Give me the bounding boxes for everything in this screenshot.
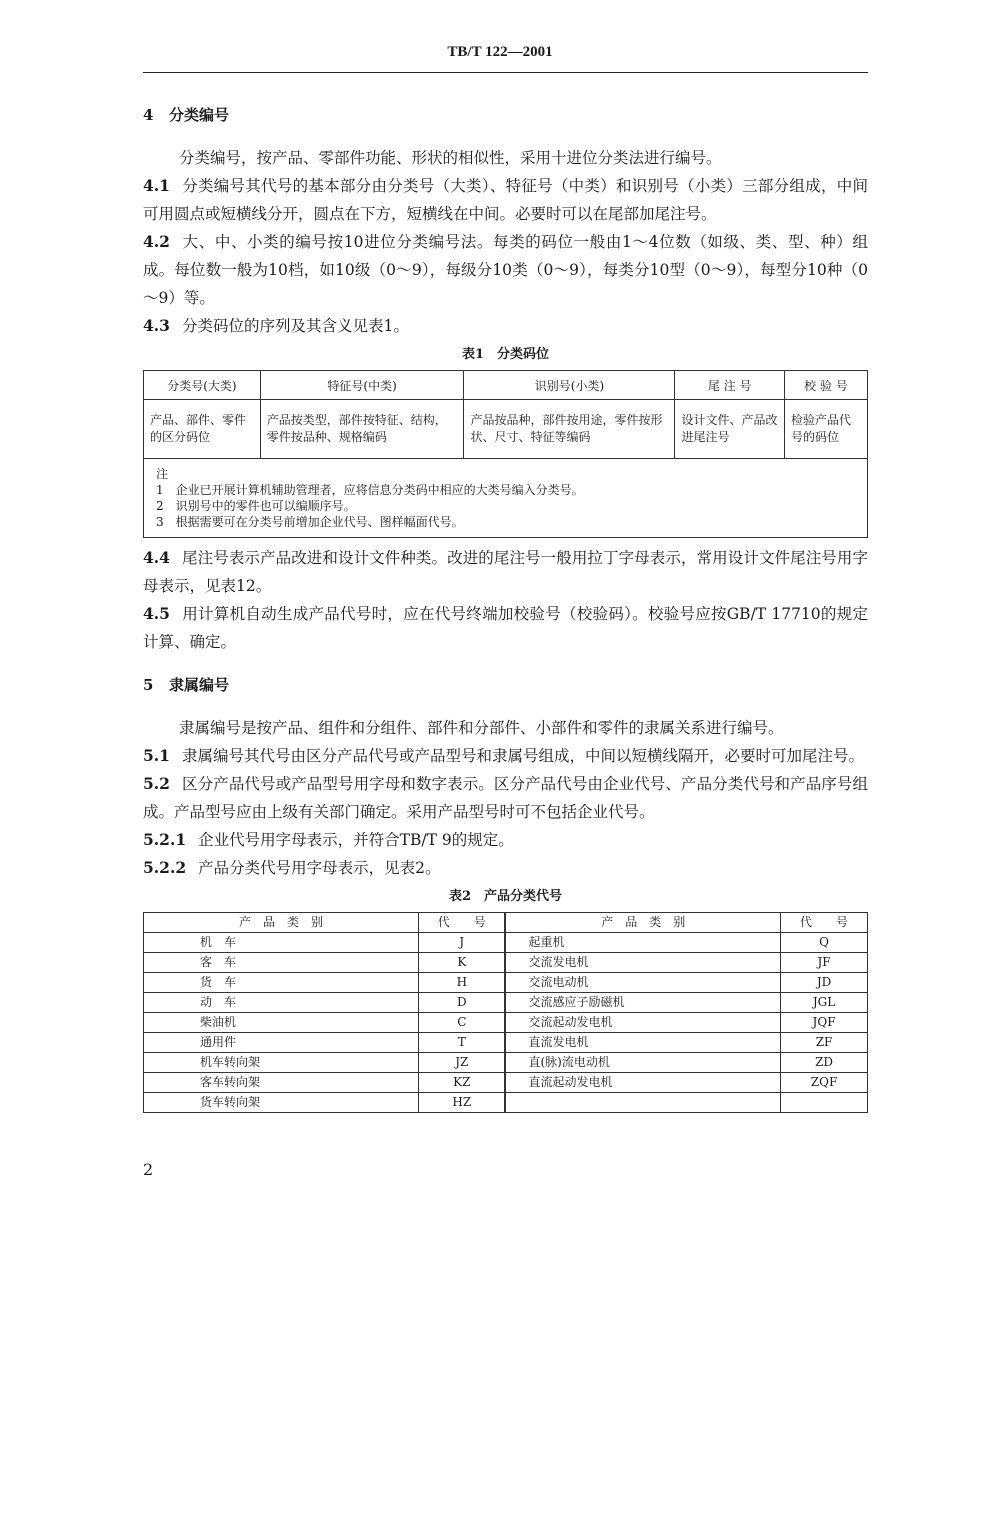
clause-number: 4.2 (143, 232, 170, 251)
table-header-cell: 代 号 (419, 913, 506, 933)
notes-title: 注 (156, 467, 169, 481)
table-cell: 交流电动机 (505, 973, 780, 993)
section-5-intro: 隶属编号是按产品、组件和分组件、部件和分部件、小部件和零件的隶属关系进行编号。 (179, 719, 784, 737)
clause-text: 企业代号用字母表示，并符合TB/T 9的规定。 (198, 831, 514, 849)
section-title: 分类编号 (169, 106, 230, 124)
table-cell: 柴油机 (144, 1013, 419, 1033)
clause-number: 4.1 (143, 176, 170, 195)
table-row (144, 1053, 868, 1073)
clause-text: 尾注号表示产品改进和设计文件种类。改进的尾注号一般用拉丁字母表示，常用设计文件尾注号用字母表示，见表12。 (143, 549, 868, 595)
table-cell: 交流发电机 (505, 953, 780, 973)
clause-number: 5.2 (143, 774, 170, 793)
clause-number: 5.2.2 (143, 858, 187, 877)
section-4-intro: 分类编号，按产品、零部件功能、形状的相似性，采用十进位分类法进行编号。 (179, 149, 722, 167)
clause-4-5 (143, 600, 868, 656)
clause-5-2-1 (143, 826, 868, 854)
standard-number: TB/T 122—2001 (447, 44, 553, 60)
table-2-caption: 表2 产品分类代号 (448, 889, 563, 904)
table-cell: 设计文件、产品改进尾注号 (675, 400, 785, 459)
table-header-cell: 识别号(小类) (464, 371, 675, 400)
table-header-cell: 特征号(中类) (260, 371, 464, 400)
table-row (144, 993, 868, 1013)
clause-4-1 (143, 172, 868, 228)
clause-number: 4.5 (143, 604, 170, 623)
table-cell: J (419, 933, 506, 953)
note-item: 3 根据需要可在分类号前增加企业代号、图样幅面代号。 (156, 515, 464, 529)
table-row (144, 973, 868, 993)
table-notes (144, 459, 868, 538)
table-cell: 动 车 (144, 993, 419, 1013)
table-2 (143, 912, 868, 1113)
table-1 (143, 370, 868, 538)
clause-4-4 (143, 544, 868, 600)
clause-text: 分类码位的序列及其含义见表1。 (181, 317, 409, 335)
table-row (144, 1073, 868, 1093)
table-cell: 直流起动发电机 (505, 1073, 780, 1093)
clause-5-1 (143, 742, 868, 770)
clause-number: 5.1 (143, 746, 170, 765)
table-cell: T (419, 1033, 506, 1053)
table-header-cell: 分类号(大类) (144, 371, 261, 400)
table-cell: C (419, 1013, 506, 1033)
table-header-cell: 尾 注 号 (675, 371, 785, 400)
table-cell (505, 1093, 780, 1113)
table-cell: K (419, 953, 506, 973)
table-cell: JD (781, 973, 868, 993)
table-row (144, 1033, 868, 1053)
section-title: 隶属编号 (169, 676, 230, 694)
table-header-row (144, 371, 868, 400)
table-cell: 检验产品代号的码位 (784, 400, 867, 459)
table-header-row (144, 913, 868, 933)
clause-5-2-2 (143, 854, 868, 882)
section-5-heading (143, 672, 868, 698)
clause-text: 产品分类代号用字母表示，见表2。 (198, 859, 441, 877)
table-header-cell: 产 品 类 别 (144, 913, 419, 933)
clause-text: 隶属编号其代号由区分产品代号或产品型号和隶属号组成，中间以短横线隔开，必要时可加尾注号。 (181, 747, 864, 765)
clause-text: 大、中、小类的编号按10进位分类编号法。每类的码位一般由1～4位数（如级、类、型、种）组成。每位数一般为10档，如10级（0～9），每级分10类（0～9），每类分10型（0～9），每型分10种（0～9）等。 (143, 233, 868, 307)
clause-text: 用计算机自动生成产品代号时，应在代号终端加校验号（校验码）。校验号应按GB/T 17710的规定计算、确定。 (143, 605, 868, 651)
section-number: 5 (143, 676, 154, 694)
table-cell: 通用件 (144, 1033, 419, 1053)
table-cell: 机车转向架 (144, 1053, 419, 1073)
table-row (144, 1013, 868, 1033)
table-cell: H (419, 973, 506, 993)
table-header-cell: 产 品 类 别 (505, 913, 780, 933)
table-row (144, 933, 868, 953)
table-cell: 客 车 (144, 953, 419, 973)
table-cell: 交流起动发电机 (505, 1013, 780, 1033)
clause-4-2 (143, 228, 868, 312)
note-item: 2 识别号中的零件也可以编顺序号。 (156, 499, 356, 513)
section-4-heading (143, 102, 868, 128)
page-number: 2 (143, 1160, 154, 1179)
table-1-caption: 表1 分类码位 (461, 347, 550, 362)
table-cell: 货车转向架 (144, 1093, 419, 1113)
table-cell: ZD (781, 1053, 868, 1073)
table-cell: Q (781, 933, 868, 953)
table-cell: 起重机 (505, 933, 780, 953)
table-row (144, 400, 868, 459)
table-cell: ZQF (781, 1073, 868, 1093)
table-header-cell: 校 验 号 (784, 371, 867, 400)
table-cell: KZ (419, 1073, 506, 1093)
note-item: 1 企业已开展计算机辅助管理者，应将信息分类码中相应的大类号编入分类号。 (156, 483, 584, 497)
table-row (144, 1093, 868, 1113)
table-cell: JGL (781, 993, 868, 1013)
table-cell: D (419, 993, 506, 1013)
table-cell: ZF (781, 1033, 868, 1053)
table-cell: 直流发电机 (505, 1033, 780, 1053)
clause-text: 区分产品代号或产品型号用字母和数字表示。区分产品代号由企业代号、产品分类代号和产品序号组成。产品型号应由上级有关部门确定。采用产品型号时可不包括企业代号。 (143, 775, 868, 821)
table-cell: 产品按类型，部件按特征、结构，零件按品种、规格编码 (260, 400, 464, 459)
table-cell: 货 车 (144, 973, 419, 993)
header-rule (143, 72, 868, 73)
clause-4-3 (143, 312, 868, 340)
section-number: 4 (143, 106, 154, 124)
table-cell: 交流感应子励磁机 (505, 993, 780, 1013)
table-cell: 产品、部件、零件的区分码位 (144, 400, 261, 459)
table-cell: HZ (419, 1093, 506, 1113)
table-cell: 客车转向架 (144, 1073, 419, 1093)
page-content (143, 102, 868, 1113)
table-2-body (144, 933, 868, 1113)
clause-text: 分类编号其代号的基本部分由分类号（大类）、特征号（中类）和识别号（小类）三部分组成，中间可用圆点或短横线分开，圆点在下方，短横线在中间。必要时可以在尾部加尾注号。 (143, 177, 868, 223)
table-notes-row (144, 459, 868, 538)
clause-number: 4.4 (143, 548, 170, 567)
clause-5-2 (143, 770, 868, 826)
table-cell (781, 1093, 868, 1113)
table-cell: 直(脉)流电动机 (505, 1053, 780, 1073)
clause-number: 5.2.1 (143, 830, 187, 849)
clause-number: 4.3 (143, 316, 170, 335)
table-row (144, 953, 868, 973)
table-cell: JZ (419, 1053, 506, 1073)
table-cell: 机 车 (144, 933, 419, 953)
table-cell: 产品按品种，部件按用途，零件按形状、尺寸、特征等编码 (464, 400, 675, 459)
table-header-cell: 代 号 (781, 913, 868, 933)
table-cell: JQF (781, 1013, 868, 1033)
table-cell: JF (781, 953, 868, 973)
